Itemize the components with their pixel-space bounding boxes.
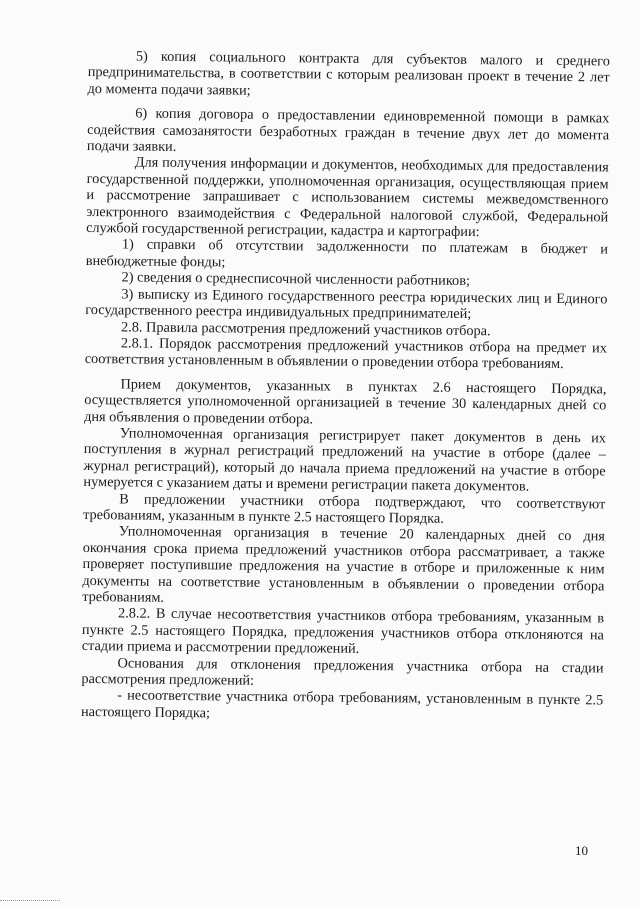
item-1-debt-certificate: 1) справки об отсутствии задолженности по платежам в бюджет и внебюджетные фонды;	[85, 236, 608, 271]
item-2-headcount-info: 2) сведения о среднесписочной численности работников;	[121, 269, 471, 290]
document-body	[81, 48, 610, 726]
item-5-social-contract: 5) копия социального контракта для субъектов малого и среднего предпринимательства, в соответствии с которым реализован проект в течение 2 лет до момента подачи заявки;	[87, 48, 610, 99]
review-period-paragraph: Уполномоченная организация в течение 20 календарных дней со дня окончания срока приема предложений участников отбора рассматривает, а также проверяет поступившие предложения на участие в отборе и приложенные к ним документы на соответствие установленным в объявлении о проведении отбора требованиям.	[82, 523, 605, 606]
registration-paragraph: Уполномоченная организация регистрирует пакет документов в день их поступления в журнал регистраций предложений на участие в отборе (далее – журнал регистраций), который до начала приема предложений на участие в отборе нумеруется с указанием даты и времени регистрации пакета документов.	[83, 425, 607, 495]
item-6-assistance-contract: 6) копия договора о предоставлении единовременной помощи в рамках содействия самозанятости безработных граждан в течение двух лет до момента подачи заявки.	[86, 105, 610, 155]
section-2-8-heading: 2.8. Правила рассмотрения предложений участников отбора.	[120, 318, 491, 339]
section-2-8-1: 2.8.1. Порядок рассмотрения предложений участников отбора на предмет их соответствия установленным в объявлении о проведении отбора требованиям.	[84, 335, 607, 373]
interagency-request-paragraph: Для получения информации и документов, необходимых для предоставления государственной поддержки, уполномоченная организация, осуществляющая прием и рассмотрение запрашивает с использованием системы межведомственного электронного взаимодействия с Федеральной налоговой службой, Федеральной службой государственной регистрации, кадастра и картографии:	[86, 154, 609, 241]
section-2-8-2: 2.8.2. В случае несоответствия участников отбора требованиям, указанным в пункте 2.5 настоящего Порядка, предложения участников отбора отклоняются на стадии приема и рассмотрении предложений.	[81, 605, 605, 658]
item-3-registry-extract: 3) выписку из Единого государственного реестра юридических лиц и Единого государственного реестра индивидуальных предпринимателей;	[85, 286, 608, 323]
scan-edge-divider	[0, 900, 60, 901]
compliance-confirmation-paragraph: В предложении участники отбора подтверждают, что соответствуют требованиям, указанным в пункте 2.5 настоящего Порядка.	[83, 490, 606, 527]
document-acceptance-paragraph: Прием документов, указанных в пунктах 2.6 настоящего Порядка, осуществляется уполномоченной организацией в течение 30 календарных дней со дня объявления о проведении отбора.	[84, 376, 607, 427]
rejection-ground-item: - несоответствие участника отбора требованиям, установленным в пункте 2.5 настоящего Порядка;	[80, 687, 604, 722]
page-number: 10	[575, 843, 588, 858]
rejection-grounds-paragraph: Основания для отклонения предложения участника отбора на стадии рассмотрения предложений:	[81, 654, 604, 689]
